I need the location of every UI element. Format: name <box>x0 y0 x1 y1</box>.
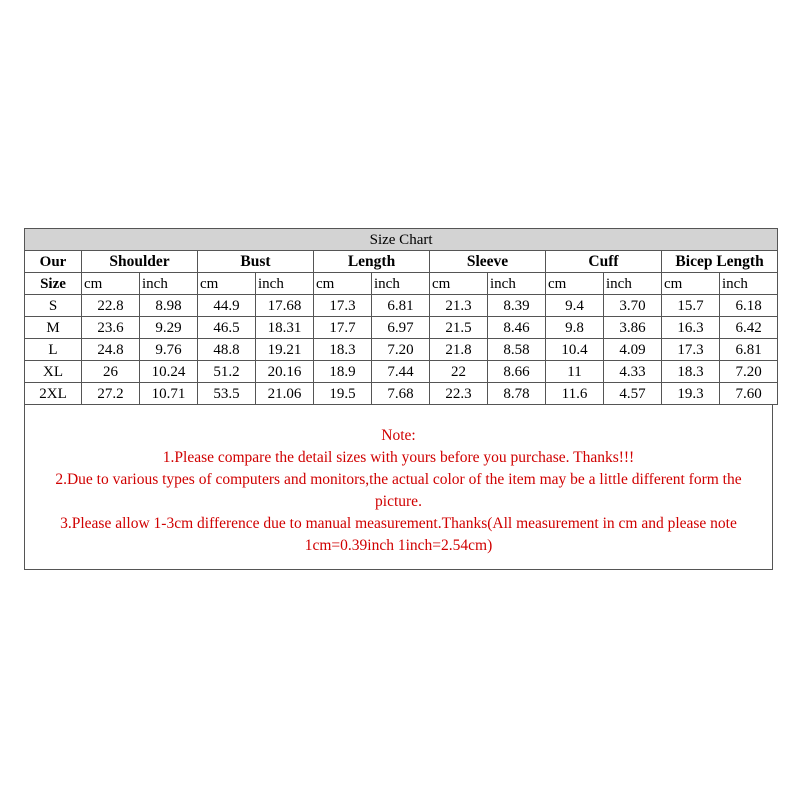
value-cell: 3.86 <box>604 317 662 339</box>
group-shoulder: Shoulder <box>82 251 198 273</box>
table-title: Size Chart <box>25 229 778 251</box>
value-cell: 27.2 <box>82 383 140 405</box>
unit-cm: cm <box>430 273 488 295</box>
value-cell: 18.31 <box>256 317 314 339</box>
value-cell: 53.5 <box>198 383 256 405</box>
note-line: 1cm=0.39inch 1inch=2.54cm) <box>304 537 493 554</box>
value-cell: 21.5 <box>430 317 488 339</box>
note-line: 1.Please compare the detail sizes with yours before you purchase. Thanks!!! <box>162 449 635 466</box>
value-cell: 10.4 <box>546 339 604 361</box>
group-sleeve: Sleeve <box>430 251 546 273</box>
size-cell: S <box>25 295 82 317</box>
note-line: 3.Please allow 1-3cm difference due to manual measurement.Thanks(All measurement in cm and please note <box>60 515 737 532</box>
value-cell: 4.33 <box>604 361 662 383</box>
note-line: 2.Due to various types of computers and monitors,the actual color of the item may be a little different form the <box>55 471 742 488</box>
unit-cm: cm <box>82 273 140 295</box>
value-cell: 7.60 <box>720 383 778 405</box>
notes-heading: Note: <box>381 427 416 444</box>
size-cell: L <box>25 339 82 361</box>
value-cell: 11.6 <box>546 383 604 405</box>
unit-inch: inch <box>256 273 314 295</box>
value-cell: 6.42 <box>720 317 778 339</box>
unit-inch: inch <box>140 273 198 295</box>
value-cell: 6.81 <box>372 295 430 317</box>
our-size-label-bottom: Size <box>25 273 82 295</box>
value-cell: 10.71 <box>140 383 198 405</box>
value-cell: 20.16 <box>256 361 314 383</box>
value-cell: 17.3 <box>314 295 372 317</box>
value-cell: 9.4 <box>546 295 604 317</box>
unit-cm: cm <box>662 273 720 295</box>
value-cell: 21.3 <box>430 295 488 317</box>
value-cell: 18.3 <box>314 339 372 361</box>
size-cell: M <box>25 317 82 339</box>
value-cell: 22.3 <box>430 383 488 405</box>
value-cell: 8.39 <box>488 295 546 317</box>
value-cell: 44.9 <box>198 295 256 317</box>
value-cell: 19.3 <box>662 383 720 405</box>
value-cell: 6.97 <box>372 317 430 339</box>
value-cell: 23.6 <box>82 317 140 339</box>
value-cell: 6.81 <box>720 339 778 361</box>
group-bicep-length: Bicep Length <box>662 251 778 273</box>
value-cell: 7.68 <box>372 383 430 405</box>
note-line: picture. <box>375 493 422 510</box>
value-cell: 6.18 <box>720 295 778 317</box>
group-header-row <box>25 251 778 273</box>
value-cell: 19.5 <box>314 383 372 405</box>
group-length: Length <box>314 251 430 273</box>
value-cell: 17.7 <box>314 317 372 339</box>
title-row <box>25 229 778 251</box>
value-cell: 26 <box>82 361 140 383</box>
value-cell: 51.2 <box>198 361 256 383</box>
value-cell: 21.8 <box>430 339 488 361</box>
table-row <box>25 295 778 317</box>
value-cell: 9.29 <box>140 317 198 339</box>
unit-cm: cm <box>314 273 372 295</box>
value-cell: 8.98 <box>140 295 198 317</box>
value-cell: 15.7 <box>662 295 720 317</box>
table-row <box>25 361 778 383</box>
notes-box <box>24 405 773 570</box>
size-chart-table <box>24 228 778 405</box>
value-cell: 7.44 <box>372 361 430 383</box>
value-cell: 8.46 <box>488 317 546 339</box>
unit-inch: inch <box>720 273 778 295</box>
group-bust: Bust <box>198 251 314 273</box>
value-cell: 19.21 <box>256 339 314 361</box>
value-cell: 8.78 <box>488 383 546 405</box>
value-cell: 17.68 <box>256 295 314 317</box>
value-cell: 8.66 <box>488 361 546 383</box>
value-cell: 11 <box>546 361 604 383</box>
unit-inch: inch <box>604 273 662 295</box>
table-row <box>25 339 778 361</box>
value-cell: 9.76 <box>140 339 198 361</box>
value-cell: 24.8 <box>82 339 140 361</box>
value-cell: 18.3 <box>662 361 720 383</box>
value-cell: 3.70 <box>604 295 662 317</box>
value-cell: 10.24 <box>140 361 198 383</box>
unit-inch: inch <box>488 273 546 295</box>
unit-inch: inch <box>372 273 430 295</box>
value-cell: 4.09 <box>604 339 662 361</box>
value-cell: 18.9 <box>314 361 372 383</box>
value-cell: 22.8 <box>82 295 140 317</box>
our-size-label-top: Our <box>25 251 82 273</box>
value-cell: 7.20 <box>720 361 778 383</box>
unit-header-row <box>25 273 778 295</box>
value-cell: 21.06 <box>256 383 314 405</box>
value-cell: 16.3 <box>662 317 720 339</box>
unit-cm: cm <box>546 273 604 295</box>
table-row <box>25 383 778 405</box>
size-chart-sheet <box>24 228 774 570</box>
value-cell: 17.3 <box>662 339 720 361</box>
value-cell: 4.57 <box>604 383 662 405</box>
value-cell: 22 <box>430 361 488 383</box>
unit-cm: cm <box>198 273 256 295</box>
value-cell: 8.58 <box>488 339 546 361</box>
group-cuff: Cuff <box>546 251 662 273</box>
size-cell: XL <box>25 361 82 383</box>
value-cell: 48.8 <box>198 339 256 361</box>
value-cell: 9.8 <box>546 317 604 339</box>
table-row <box>25 317 778 339</box>
value-cell: 46.5 <box>198 317 256 339</box>
value-cell: 7.20 <box>372 339 430 361</box>
size-cell: 2XL <box>25 383 82 405</box>
